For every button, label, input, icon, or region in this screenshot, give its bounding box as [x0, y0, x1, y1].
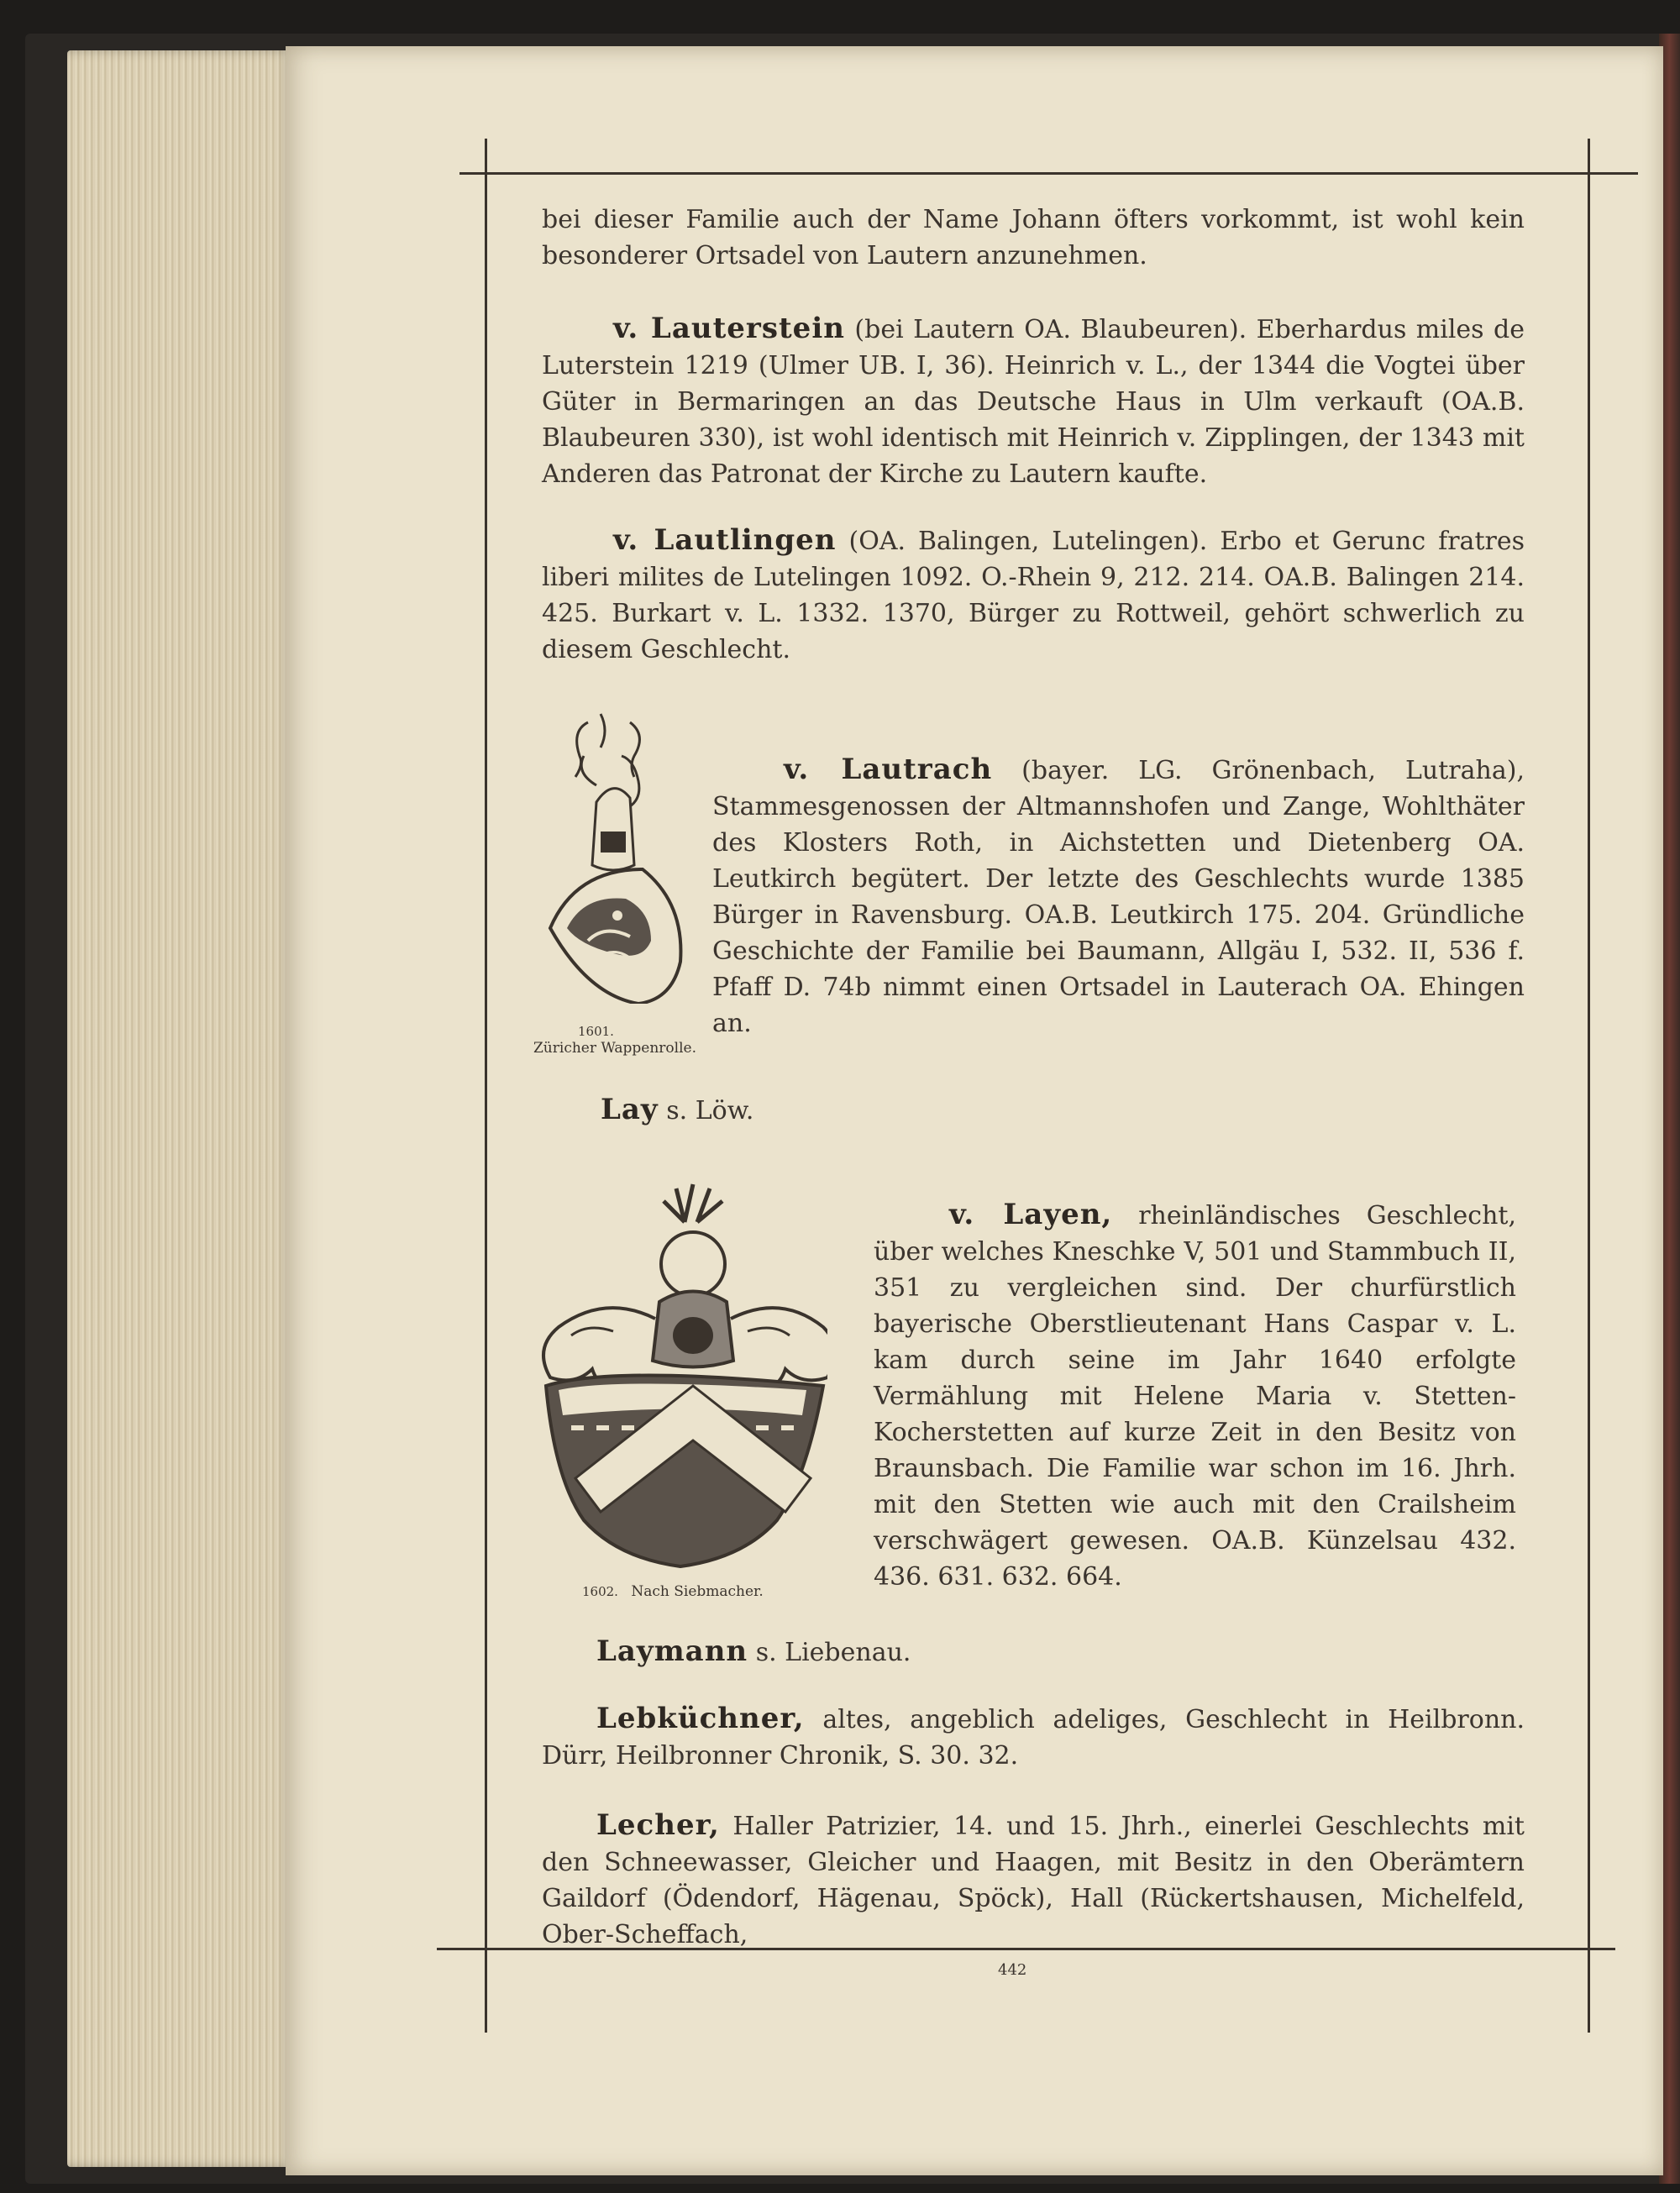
- entry-name: Laymann: [596, 1634, 748, 1668]
- entry-lay: [601, 1092, 937, 1134]
- entry-text: s. Liebenau.: [755, 1638, 911, 1667]
- top-paragraph: [542, 202, 1525, 277]
- entry-layen: [874, 1197, 1516, 1592]
- frame-top-rule: [459, 172, 1638, 175]
- entry-laymann: [596, 1634, 1100, 1676]
- entry-name: Lebküchner,: [596, 1702, 805, 1735]
- figure-number: 1601.: [578, 1024, 614, 1039]
- entry-text: Haller Patrizier, 14. und 15. Jhrh., einerlei Geschlechts mit den Schneewasser, Gleicher und Haagen, mit Besitz in den Oberämtern Gaildorf (Ödendorf, Hägenau, Spöck), Hall (Rückertshausen, Michelfeld, Ober-Scheffach,: [542, 1812, 1525, 1949]
- coat-of-arms-1602: [538, 1176, 827, 1571]
- entry-lauterstein: [542, 311, 1525, 496]
- entry-text: (OA. Balingen, Lutelingen). Erbo et Gerunc fratres liberi milites de Lutelingen 1092. O.-Rhein 9, 212. 214. OA.B. Balingen 214. 425. Burkart v. L. 1332. 1370, Bürger zu Rottweil, gehört schwerlich zu diesem Geschlecht.: [542, 527, 1525, 664]
- figure-caption-1602: [582, 1583, 764, 1600]
- page-number: 442: [998, 1961, 1027, 1979]
- entry-name: v. Lautlingen: [613, 523, 837, 557]
- entry-name: v. Lautrach: [784, 753, 993, 786]
- entry-lebkuechner: [542, 1701, 1525, 1785]
- figure-caption-1601: [578, 1023, 622, 1040]
- entry-text: rheinländisches Geschlecht, über welches Kneschke V, 501 und Stammbuch II, 351 zu vergleichen sind. Der churfürstlich bayerische Oberstlieutenant Hans Caspar v. L. kam durch seine im Jahr 1640 erfolgte Vermählung mit Helene Maria v. Stetten-Kocherstetten auf kurze Zeit in den Besitz von Braunsbach. Die Familie war schon im 16. Jhrh. mit den Stetten wie auch mit den Crailsheim verschwägert gewesen. OA.B. Künzelsau 432. 436. 631. 632. 664.: [874, 1201, 1516, 1592]
- entry-name: Lay: [601, 1093, 659, 1126]
- entry-lautlingen: [542, 522, 1525, 665]
- entry-text: (bei Lautern OA. Blaubeuren). Eberhardus miles de Luterstein 1219 (Ulmer UB. I, 36). Heinrich v. L., der 1344 die Vogtei über Güter in Bermaringen an das Deutsche Haus in Ulm verkauft (OA.B. Blaubeuren 330), ist wohl identisch mit Heinrich v. Zipplingen, der 1343 mit Anderen das Patronat der Kirche zu Lautern kaufte.: [542, 315, 1525, 489]
- frame-left-rule: [485, 139, 487, 2033]
- figure-caption-text: Nach Siebmacher.: [631, 1583, 764, 1600]
- entry-name: v. Layen,: [949, 1198, 1113, 1231]
- top-paragraph-text: bei dieser Familie auch der Name Johann öfters vorkommt, ist wohl kein besonderer Ortsadel von Lautern anzunehmen.: [542, 205, 1525, 270]
- frame-right-rule: [1588, 139, 1590, 2033]
- entry-lautrach: [712, 752, 1525, 1038]
- figure-number: 1602.: [582, 1584, 618, 1599]
- coat-of-arms-1601: [538, 706, 689, 1004]
- figure-caption-1601-source: [533, 1040, 696, 1057]
- figure-caption-text: Züricher Wappenrolle.: [533, 1040, 696, 1057]
- page-stack-edges: [67, 50, 294, 2167]
- entry-text: altes, angeblich adeliges, Geschlecht in Heilbronn. Dürr, Heilbronner Chronik, S. 30. 32.: [542, 1705, 1525, 1771]
- entry-lecher: [542, 1807, 1525, 1949]
- entry-name: Lecher,: [596, 1808, 720, 1842]
- entry-name: v. Lauterstein: [613, 312, 845, 345]
- entry-text: s. Löw.: [666, 1096, 754, 1125]
- entry-text: (bayer. LG. Grönenbach, Lutraha), Stammesgenossen der Altmannshofen und Zange, Wohlthäter des Klosters Roth, in Aichstetten und Dietenberg OA. Leutkirch begütert. Der letzte des Geschlechts wurde 1385 Bürger in Ravensburg. OA.B. Leutkirch 175. 204. Gründliche Geschichte der Familie bei Baumann, Allgäu I, 532. II, 536 f. Pfaff D. 74b nimmt einen Ortsadel in Lauterach OA. Ehingen an.: [712, 756, 1525, 1038]
